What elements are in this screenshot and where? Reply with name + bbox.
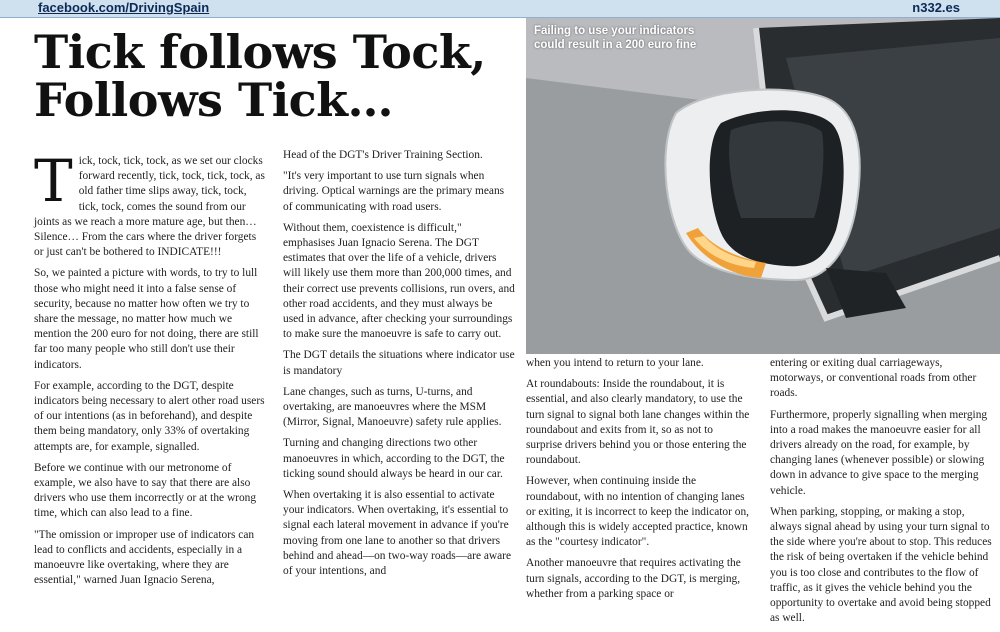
paragraph: when you intend to return to your lane. xyxy=(526,357,704,369)
article-column-2 xyxy=(283,148,515,585)
paragraph: Another manoeuvre that requires activating the turn signals, according to the DGT, is merging, whether from a parking space or xyxy=(526,557,741,600)
article-column-1 xyxy=(34,147,266,594)
article-column-4 xyxy=(770,356,998,632)
paragraph: "The omission or improper use of indicators can lead to conflicts and accidents, especially in a manoeuvre like overtaking, where they are essential," warned Juan Ignacio Serena, xyxy=(34,528,255,587)
site-name[interactable]: n332.es xyxy=(912,0,960,15)
paragraph: Tick, tock, tick, tock, as we set our clocks forward recently, tick, tock, tick, tock, as old father time slips away, tick, tock, tick, tock, comes the sound from our joints as we reach a more mature age, but then… Silence… From the cars where the driver forgets or just can't be bothered to INDICATE!!! xyxy=(34,147,265,259)
mirror-illustration xyxy=(526,18,1000,354)
paragraph: entering or exiting dual carriageways, motorways, or conventional roads from other roads. xyxy=(770,357,977,400)
article-column-3 xyxy=(526,356,750,608)
paragraph: At roundabouts: Inside the roundabout, it is essential, and also clearly mandatory, to use the turn signal to signal both lane changes within the roundabout and exits from it, so as not to surprise drivers behind you or those entering the roundabout. xyxy=(526,378,750,467)
paragraph: Furthermore, properly signalling when merging into a road makes the manoeuvre easier for all drivers already on the road, for example, by changing lanes (whenever possible) or slowing down in advance to give space to the merging vehicle. xyxy=(770,408,988,497)
drop-cap: T xyxy=(34,147,73,215)
paragraph: When parking, stopping, or making a stop, always signal ahead by using your turn signal to the side where you're about to stop. This reduces the risk of being overtaken if the vehicle behind you is too close and contributes to the flow of traffic, as it gives the vehicle behind you the opportunity to overtake and avoid being stopped as well. xyxy=(770,505,992,625)
paragraph: So, we painted a picture with words, to try to lull those who might need it into a false sense of security, because no matter how often we try to share the message, no matter how much we mention the 200 euro for not doing, there are still far too many people who still don't use their indicators. xyxy=(34,267,259,371)
top-banner xyxy=(0,0,1000,18)
paragraph: Lane changes, such as turns, U-turns, and overtaking, are manoeuvres where the MSM (Mirror, Signal, Manoeuvre) safety rule applies. xyxy=(283,385,502,429)
article-headline: Tick follows Tock, Follows Tick… xyxy=(34,25,486,127)
paragraph: Head of the DGT's Driver Training Section. xyxy=(283,149,483,161)
paragraph: For example, according to the DGT, despite indicators being necessary to alert other road users of our intentions (as in beforehand), and despite them being mandatory, only 33% of overtaking attempts are, for example, signalled. xyxy=(34,379,265,453)
paragraph: Before we continue with our metronome of example, we also have to say that there are also drivers who use them incorrectly or at the wrong time, which can also lead to a fine. xyxy=(34,461,257,520)
photo-caption: Failing to use your indicators could result in a 200 euro fine xyxy=(534,25,697,51)
facebook-link[interactable]: facebook.com/DrivingSpain xyxy=(38,0,210,15)
paragraph: "It's very important to use turn signals when driving. Optical warnings are the primary means of communicating with road users. xyxy=(283,170,505,213)
paragraph: Without them, coexistence is difficult," emphasises Juan Ignacio Serena. The DGT estimates that over the life of a vehicle, drivers will likely use them more than 200,000 times, and their correct use prevents collisions, run overs, and other road accidents, and they must always be used in advance, after checking your surroundings to make sure the manoeuvre is safe to carry out. xyxy=(283,221,515,341)
car-mirror-photo xyxy=(526,18,1000,354)
paragraph: When overtaking it is also essential to activate your indicators. When overtaking, it's essential to signal each lateral movement in advance if you're moving from one lane to another so that drivers behind and ahead—on two-way roads—are aware of your intentions, and xyxy=(283,489,512,578)
paragraph: The DGT details the situations where indicator use is mandatory xyxy=(283,349,515,377)
paragraph: Turning and changing directions two other manoeuvres in which, according to the DGT, the ticking sound should always be heard in our car. xyxy=(283,437,505,480)
paragraph: However, when continuing inside the roundabout, with no intention of changing lanes or exiting, it is incorrect to keep the indicator on, although this is widely accepted practice, known as the "courtesy indicator". xyxy=(526,475,750,549)
